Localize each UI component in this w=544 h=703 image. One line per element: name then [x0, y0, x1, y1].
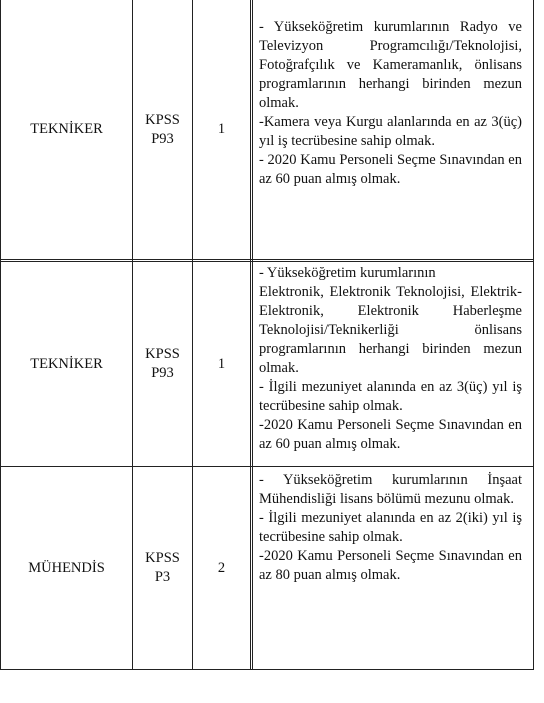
requirement-item: Elektronik, Elektronik Teknolojisi, Elektrik-Elektronik, Elektronik Haberleşme Teknolojisi/Teknikerliği önlisans programlarının herhangi birinden mezun olmak.: [259, 284, 522, 376]
column-divider: [533, 0, 534, 670]
kpss-score-type: P93: [151, 365, 174, 381]
position-title: [1, 0, 132, 259]
requirements: [259, 18, 522, 189]
position-count: [193, 467, 250, 669]
position-title-text: TEKNİKER: [30, 355, 103, 372]
requirement-item: - Yükseköğretim kurumlarının: [259, 265, 436, 281]
kpss-type: [133, 262, 192, 466]
requirement-item: -Kamera veya Kurgu alanlarında en az 3(üç) yıl iş tecrübesine sahip olmak.: [259, 114, 522, 149]
position-count-text: 1: [217, 355, 226, 372]
position-title-text: MÜHENDİS: [28, 559, 105, 576]
requirements: [259, 264, 522, 454]
requirement-item: - İlgili mezuniyet alanında en az 3(üç) yıl iş tecrübesine sahip olmak.: [259, 379, 522, 414]
kpss-type: [133, 467, 192, 669]
requirement-item: - Yükseköğretim kurumlarının Radyo ve Televizyon Programcılığı/Teknolojisi, Fotoğrafçılık ve Kameramanlık, önlisans programlarının herhangi birinden mezun olmak.: [259, 19, 522, 111]
requirement-item: - 2020 Kamu Personeli Seçme Sınavından en az 60 puan almış olmak.: [259, 152, 522, 187]
position-count-text: 2: [217, 559, 226, 576]
kpss-label: KPSS: [145, 111, 180, 128]
requirement-item: - İlgili mezuniyet alanında en az 2(iki) yıl iş tecrübesine sahip olmak.: [259, 510, 522, 545]
row-divider: [0, 259, 533, 260]
requirement-item: -2020 Kamu Personeli Seçme Sınavından en az 60 puan almış olmak.: [259, 417, 522, 452]
kpss-type: [133, 0, 192, 259]
position-count: [193, 262, 250, 466]
requirement-item: - Yükseköğretim kurumlarının İnşaat Mühendisliği lisans bölümü mezunu olmak.: [259, 472, 522, 507]
position-count: [193, 0, 250, 259]
requirement-item: -2020 Kamu Personeli Seçme Sınavından en az 80 puan almış olmak.: [259, 548, 522, 583]
position-title-text: TEKNİKER: [30, 121, 103, 137]
kpss-label: KPSS: [145, 346, 180, 362]
requirements: [259, 471, 522, 585]
kpss-label: KPSS: [145, 550, 180, 566]
position-title: [1, 262, 132, 466]
kpss-score-type: P3: [154, 569, 171, 585]
kpss-score-type: P93: [151, 130, 174, 147]
row-divider: [0, 669, 533, 670]
position-count-text: 1: [217, 121, 226, 137]
column-divider: [252, 0, 253, 670]
column-divider: [250, 0, 251, 670]
position-title: [1, 467, 132, 669]
